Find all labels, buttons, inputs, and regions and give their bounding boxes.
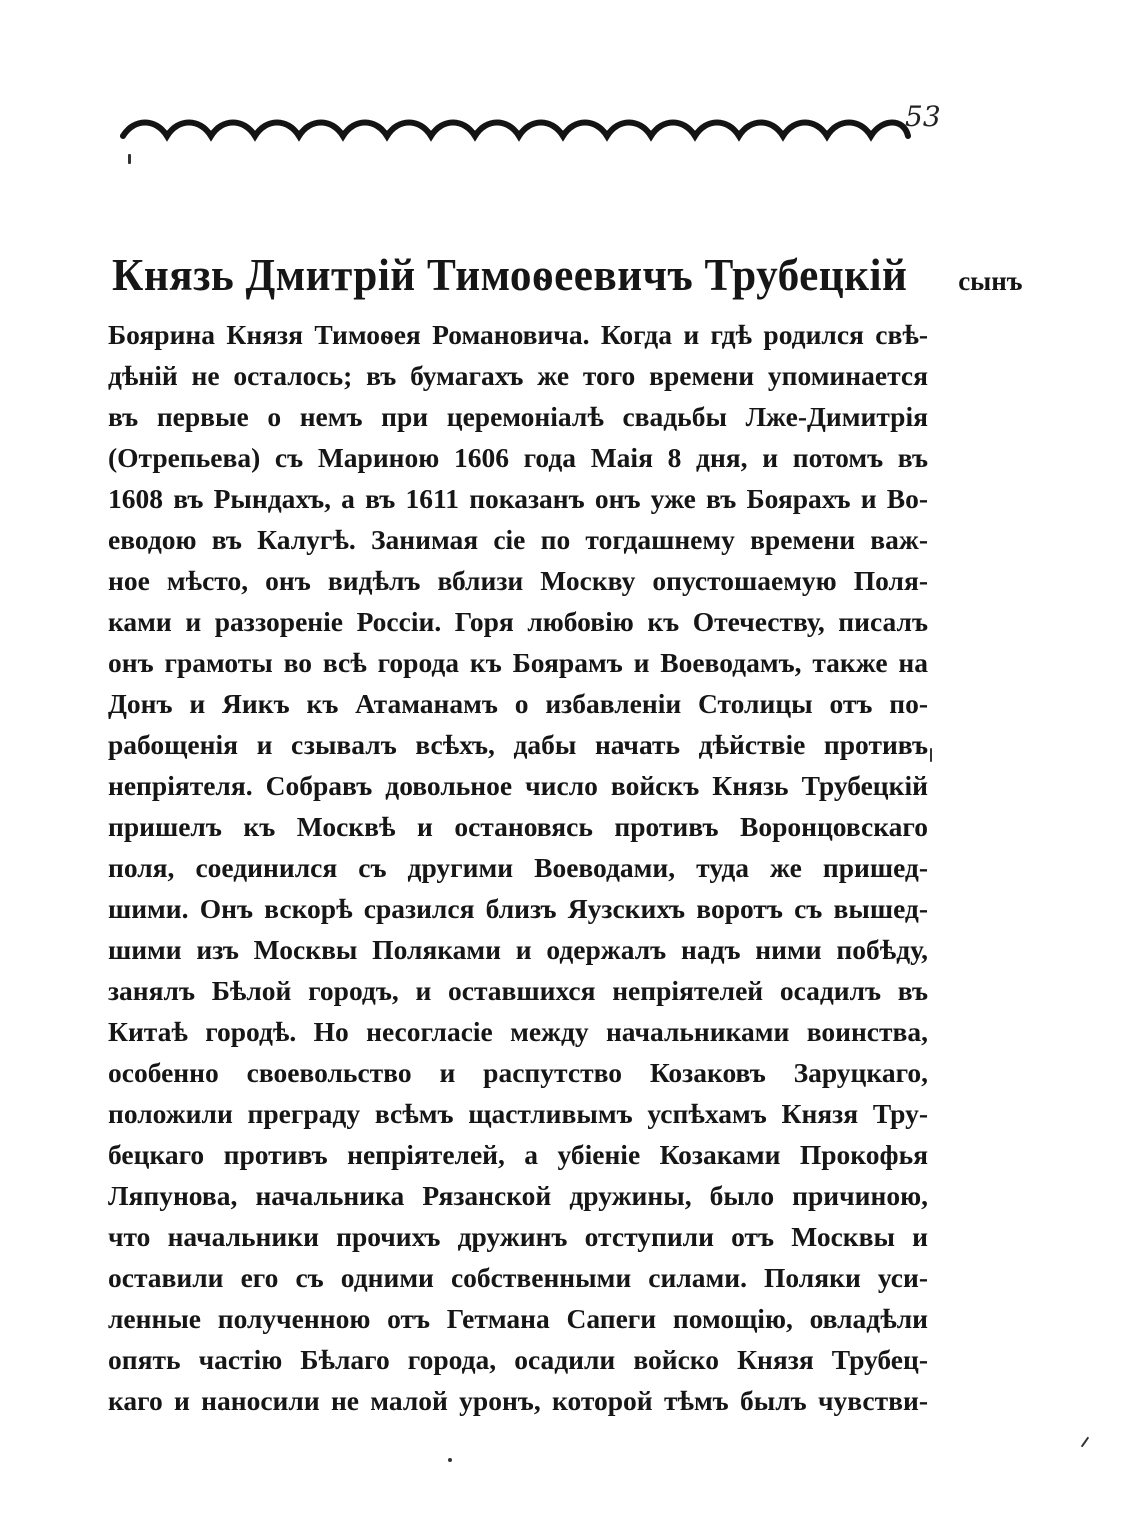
stray-mark bbox=[128, 154, 131, 164]
page-number: 53 bbox=[905, 100, 941, 133]
text-line: дѣній не осталось; въ бумагахъ же того времени упоминается bbox=[108, 360, 928, 391]
text-line: ное мѣсто, онъ видѣлъ вблизи Москву опустошаемую Поля- bbox=[108, 565, 928, 596]
text-line: 1608 въ Рындахъ, а въ 1611 показанъ онъ уже въ Боярахъ и Во- bbox=[108, 483, 928, 514]
text-line: бецкаго противъ непріятелей, а убіеніе Козаками Прокофья bbox=[108, 1139, 928, 1170]
text-line: Донъ и Яикъ къ Атаманамъ о избавленіи Столицы отъ по- bbox=[108, 688, 928, 719]
text-line: особенно своевольство и распутство Козаковъ Заруцкаго, bbox=[108, 1057, 928, 1088]
text-line: Боярина Князя Тимоѳея Романовича. Когда и гдѣ родился свѣ- bbox=[108, 319, 928, 350]
stray-mark bbox=[1081, 1437, 1090, 1448]
text-line: еводою въ Калугѣ. Занимая сіе по тогдашнему времени важ- bbox=[108, 524, 928, 555]
stray-mark bbox=[448, 1458, 452, 1462]
text-line: шими. Онъ вскорѣ сразился близъ Яузскихъ воротъ съ вышед- bbox=[108, 893, 928, 924]
text-line: опять частію Бѣлаго города, осадили войско Князя Трубец- bbox=[108, 1344, 928, 1375]
text-line: (Отрепьева) съ Мариною 1606 года Маія 8 дня, и потомъ въ bbox=[108, 442, 928, 473]
text-line: шими изъ Москвы Поляками и одержалъ надъ ними побѣду, bbox=[108, 934, 928, 965]
text-line: оставили его съ одними собственными силами. Поляки уси- bbox=[108, 1262, 928, 1293]
text-line: онъ грамоты во всѣ города къ Боярамъ и Воеводамъ, также на bbox=[108, 647, 928, 678]
text-line: каго и наносили не малой уронъ, которой тѣмъ былъ чувстви- bbox=[108, 1385, 928, 1416]
text-line: что начальники прочихъ дружинъ отступили отъ Москвы и bbox=[108, 1221, 928, 1252]
text-line: въ первые о немъ при церемоніалѣ свадьбы Лже-Димитрія bbox=[108, 401, 928, 432]
text-line: рабощенія и сзывалъ всѣхъ, дабы начать дѣйствіе противъ bbox=[108, 729, 928, 760]
stray-mark bbox=[930, 748, 932, 762]
text-line: ками и раззореніе Россіи. Горя любовію къ Отечеству, писалъ bbox=[108, 606, 928, 637]
text-line: пришелъ къ Москвѣ и остановясь противъ Воронцовскаго bbox=[108, 811, 928, 842]
text-line: ленные полученною отъ Гетмана Сапеги помощію, овладѣли bbox=[108, 1303, 928, 1334]
text-line: непріятеля. Собравъ довольное число войскъ Князь Трубецкій bbox=[108, 770, 928, 801]
heading-tail: сынъ bbox=[958, 266, 1023, 296]
section-heading bbox=[112, 248, 1023, 310]
heading-title: Князь Дмитрій Тимоѳеевичъ Трубецкій bbox=[112, 249, 908, 300]
text-line: Ляпунова, начальника Рязанской дружины, было причиною, bbox=[108, 1180, 928, 1211]
text-line: Китаѣ городѣ. Но несогласіе между начальниками воинства, bbox=[108, 1016, 928, 1047]
body-text bbox=[108, 314, 928, 1421]
text-line: поля, соединился съ другими Воеводами, туда же пришед- bbox=[108, 852, 928, 883]
text-line: занялъ Бѣлой городъ, и оставшихся непріятелей осадилъ въ bbox=[108, 975, 928, 1006]
text-line: положили преграду всѣмъ щастливымъ успѣхамъ Князя Тру- bbox=[108, 1098, 928, 1129]
wavy-ornament-divider bbox=[118, 112, 918, 160]
